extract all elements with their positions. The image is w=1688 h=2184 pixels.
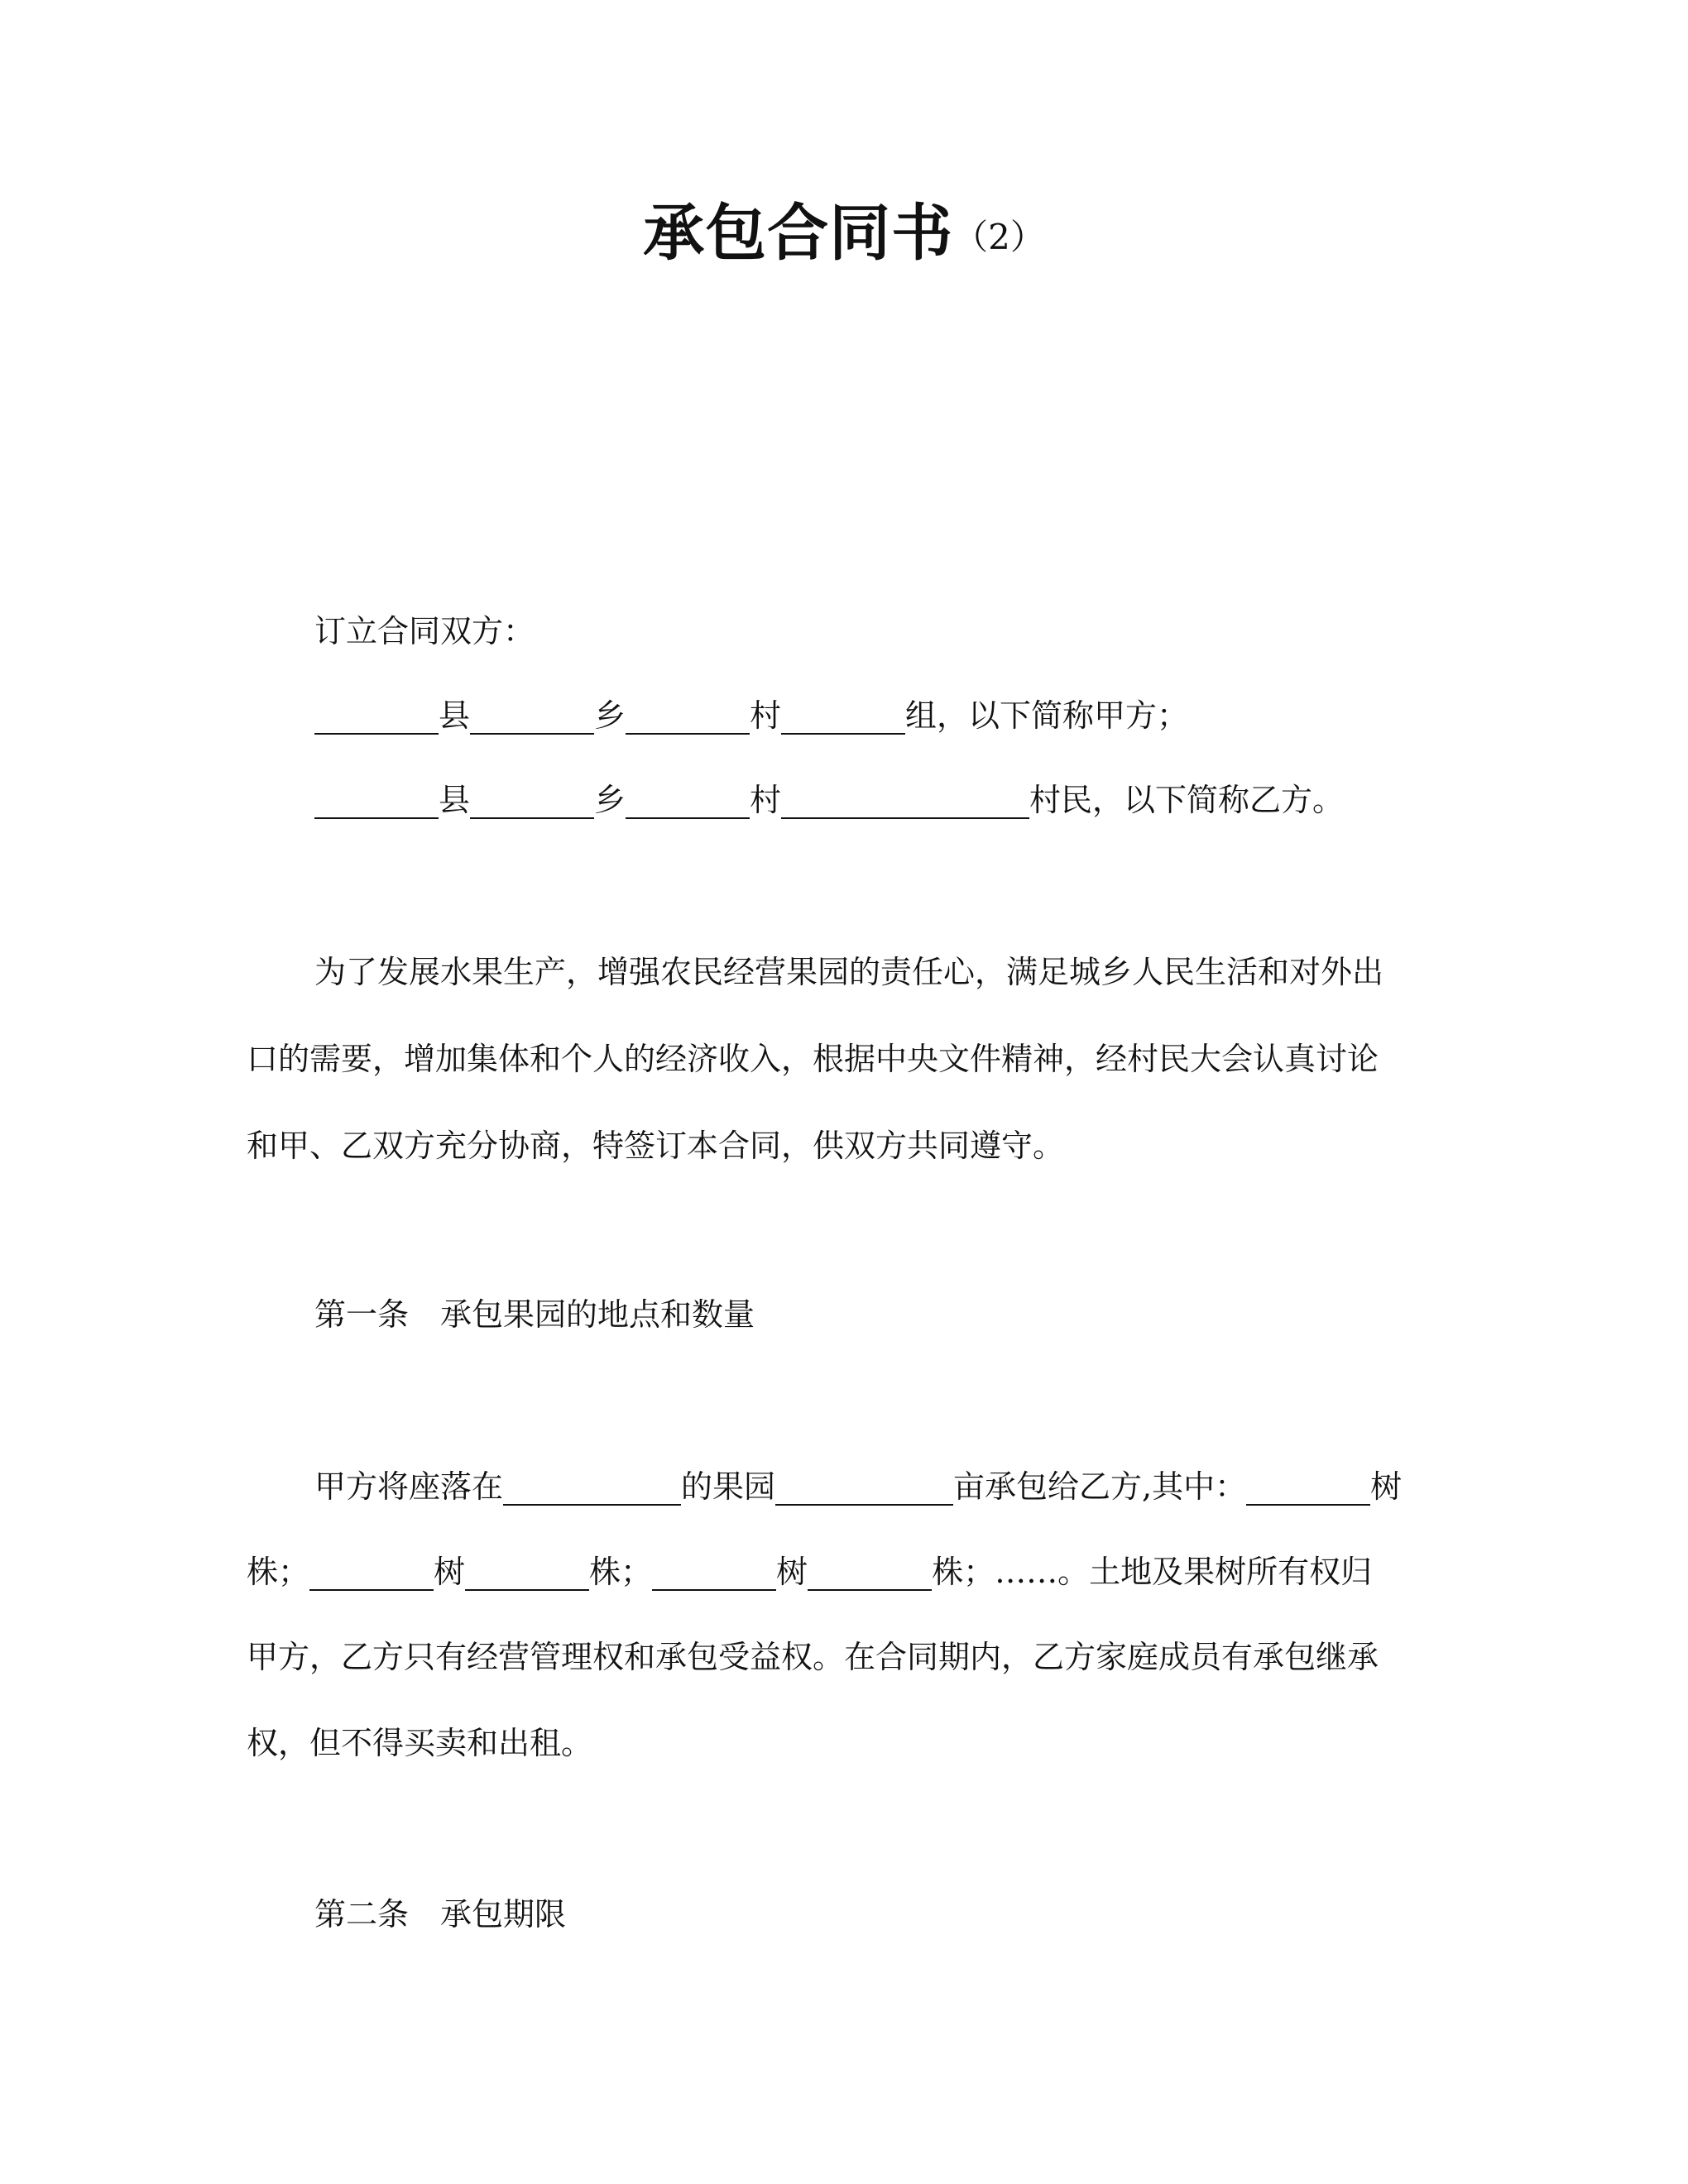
county-label: 县 [439,782,471,818]
tree-count-blank [652,1556,776,1591]
article-1-text: 株； [589,1554,653,1590]
party-a-group-blank [781,700,905,735]
document-title [0,197,1688,271]
party-a-county-blank [314,700,439,735]
article-1-text: 亩承包给乙方,其中： [953,1468,1247,1505]
village-label: 村 [750,697,782,734]
preamble-line: 和甲、乙双方充分协商，特签订本合同，供双方共同遵守。 [247,1128,1065,1164]
article-1-line: 权，但不得买卖和出租。 [247,1725,593,1761]
party-a-township-blank [470,700,594,735]
article-2-heading: 第二条 承包期限 [314,1896,567,1933]
article-1-line [314,1464,1440,1509]
tree-type-blank [1246,1471,1370,1506]
preamble-line: 为了发展水果生产，增强农民经营果园的责任心，满足城乡人民生活和对外出 [314,954,1384,990]
location-blank [503,1471,681,1506]
article-1-text: 株； [247,1554,310,1590]
title-text: 承包合同书 [643,198,954,269]
article-1-text: 树 [434,1554,466,1590]
party-b-township-blank [470,784,594,819]
article-1-line: 甲方，乙方只有经营管理权和承包受益权。在合同期内，乙方家庭成员有承包继承 [247,1639,1379,1675]
parties-intro: 订立合同双方： [314,613,535,649]
title-suffix: （2） [953,217,1045,257]
article-1-text: 树 [1370,1468,1403,1505]
tree-type-blank [465,1556,589,1591]
party-b-village-blank [626,784,750,819]
village-label: 村 [750,782,782,818]
township-label: 乡 [594,782,626,818]
article-1-text: 甲方将座落在 [314,1468,504,1505]
area-blank [775,1471,953,1506]
party-a-tail: 组，以下简称甲方； [905,697,1189,734]
article-1-text: 的果园 [681,1468,776,1505]
tree-type-blank [808,1556,932,1591]
article-1-heading: 第一条 承包果园的地点和数量 [314,1296,755,1333]
article-1-line [247,1549,1438,1594]
party-a-line [314,693,1440,738]
county-label: 县 [439,697,471,734]
party-a-village-blank [626,700,750,735]
article-1-text: 株；……。土地及果树所有权归 [932,1554,1373,1590]
party-b-name-blank [781,784,1029,819]
party-b-tail: 村民，以下简称乙方。 [1029,782,1345,818]
party-b-line [314,778,1440,822]
article-1-text: 树 [776,1554,808,1590]
party-b-county-blank [314,784,439,819]
preamble-line: 口的需要，增加集体和个人的经济收入，根据中央文件精神，经村民大会认真讨论 [247,1041,1379,1077]
township-label: 乡 [594,697,626,734]
tree-count-blank [309,1556,434,1591]
